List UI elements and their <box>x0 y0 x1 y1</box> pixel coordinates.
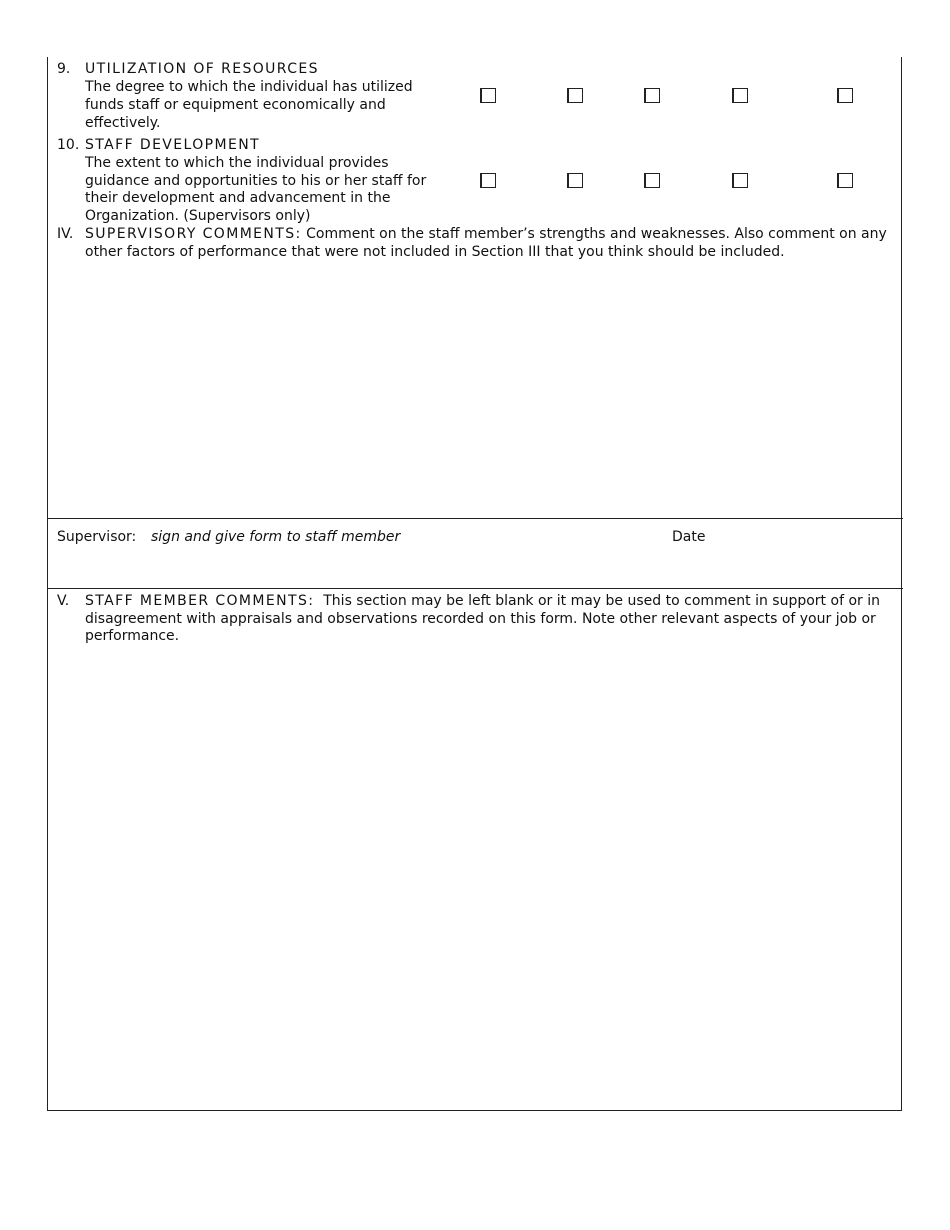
section-heading-line <box>85 226 887 242</box>
item-description-line: The extent to which the individual provides <box>85 155 389 171</box>
section-instructions-line: disagreement with appraisals and observations recorded on this form. Note other relevant aspects of your job or <box>85 611 876 627</box>
rating-checkbox-3[interactable] <box>645 88 660 103</box>
section-instructions: Comment on the staff member’s strengths and weaknesses. Also comment on any <box>306 226 887 242</box>
staff-member-comments-area[interactable] <box>48 652 901 1108</box>
item-number: 9. <box>57 61 71 77</box>
rating-checkbox-4[interactable] <box>733 173 748 188</box>
supervisor-instruction: sign and give form to staff member <box>151 529 401 545</box>
section-heading-line <box>85 593 880 609</box>
item-description-line: funds staff or equipment economically and <box>85 97 386 113</box>
item-number: 10. <box>57 137 80 153</box>
date-field[interactable] <box>712 522 897 584</box>
item-title: UTILIZATION OF RESOURCES <box>85 61 319 77</box>
section-heading: SUPERVISORY COMMENTS: <box>85 226 302 242</box>
item-description-line: Organization. (Supervisors only) <box>85 208 311 224</box>
rating-checkbox-1[interactable] <box>481 88 496 103</box>
section-instructions-line: other factors of performance that were not included in Section III that you think should be included. <box>85 244 785 260</box>
rating-checkbox-4[interactable] <box>733 88 748 103</box>
rating-checkbox-5[interactable] <box>838 88 853 103</box>
rating-checkbox-5[interactable] <box>838 173 853 188</box>
item-description-line: The degree to which the individual has utilized <box>85 79 413 95</box>
supervisory-comments-area[interactable] <box>48 266 901 516</box>
section-instructions: This section may be left blank or it may be used to comment in support of or in <box>323 593 880 609</box>
rating-checkbox-2[interactable] <box>568 88 583 103</box>
supervisor-label: Supervisor: <box>57 529 137 545</box>
section-numeral: IV. <box>57 226 74 242</box>
rating-checkbox-1[interactable] <box>481 173 496 188</box>
divider-supervisor-top <box>47 518 903 519</box>
rating-checkbox-3[interactable] <box>645 173 660 188</box>
rating-checkbox-2[interactable] <box>568 173 583 188</box>
item-description-line: effectively. <box>85 115 161 131</box>
section-numeral: V. <box>57 593 70 609</box>
supervisor-signature-field[interactable] <box>400 522 660 584</box>
divider-supervisor-bottom <box>47 588 903 589</box>
section-instructions-line: performance. <box>85 628 180 644</box>
date-label: Date <box>672 529 706 545</box>
item-description-line: their development and advancement in the <box>85 190 391 206</box>
item-description-line: guidance and opportunities to his or her staff for <box>85 173 427 189</box>
item-title: STAFF DEVELOPMENT <box>85 137 261 153</box>
section-heading: STAFF MEMBER COMMENTS: <box>85 593 315 609</box>
